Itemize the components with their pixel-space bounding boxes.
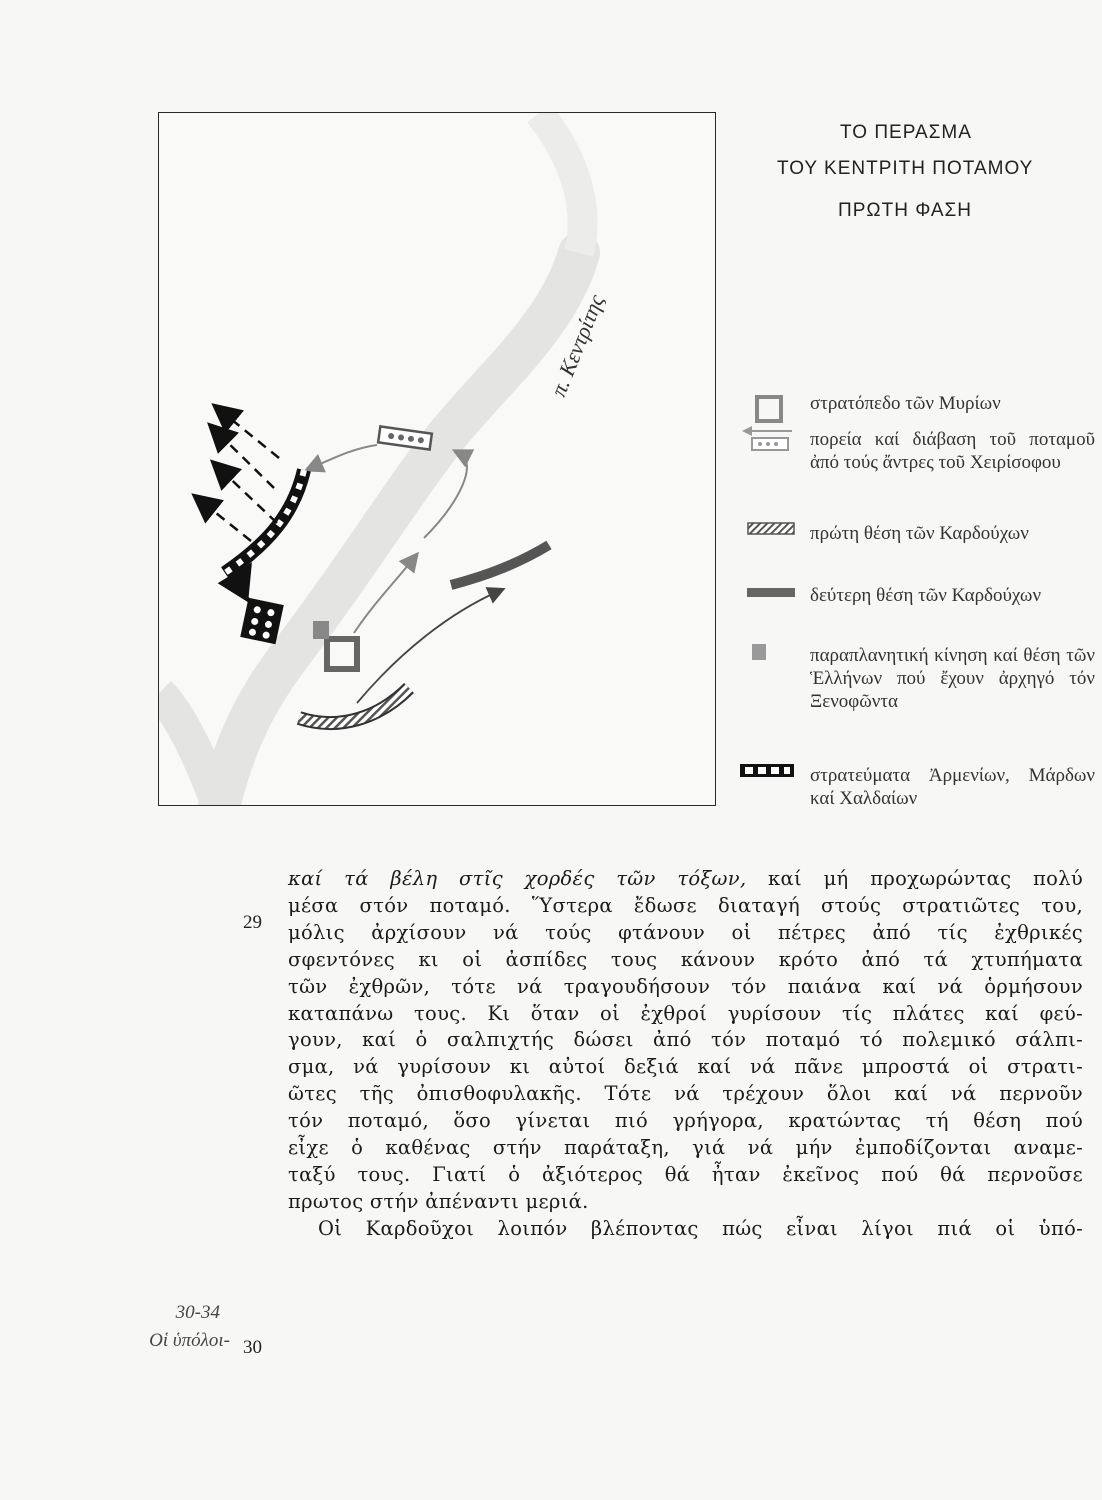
text-line: ῶτες τῆς ὀπισθοφυλακῆς. Τότε νά τρέχουν ὅλοι καί νά περνοῦν xyxy=(288,1082,1083,1106)
retreat-arrow-4 xyxy=(201,501,251,541)
margin-note-label: Οἱ ὑπόλοι- xyxy=(149,1330,230,1351)
map-drawing xyxy=(159,113,716,806)
legend-camp: στρατόπεδο τῶν Μυρίων xyxy=(810,393,1001,414)
retreat-arrow-2 xyxy=(216,431,274,488)
legend-first-position: πρώτη θέση τῶν Καρδούχων xyxy=(810,523,1029,544)
text-line: μέσα στόν ποταμό. Ὕστερα ἔδωσε διαταγή στούς στρατιῶτες του, xyxy=(288,893,1083,917)
camp-myrion-icon xyxy=(327,639,357,669)
text-line: σφεντόνες κι οἱ ἀσπίδες τους κάνουν κρότο ἀπό τά χτυπήματα xyxy=(288,947,1083,971)
body-text xyxy=(288,866,1083,1243)
square-outline-icon xyxy=(752,392,786,426)
margin-note-ref: 30-34 xyxy=(175,1302,220,1323)
map-title-line3: ΠΡΩΤΗ ΦΑΣΗ xyxy=(838,200,972,221)
text-line: γουν, καί ὁ σαλπιχτής δώσει ἀπό τόν ποταμό τό πολεμικό σάλπι- xyxy=(288,1028,1083,1052)
text-line: ταξύ τους. Γιατί ὁ ἀξιότερος θά ἦταν ἐκεῖνος πού θά περνοῦσε xyxy=(288,1162,1083,1186)
checkered-bar-icon xyxy=(740,764,794,778)
march-arrow-lower xyxy=(357,591,499,703)
text-line: πρωτος στήν ἀπέναντι μεριά. xyxy=(288,1189,589,1213)
cheirisophos-unit-icon xyxy=(378,426,432,449)
legend-decoy: παραπλανητική κίνηση καί θέση τῶν Ἑλλήνων πού ἔχουν ἀρχηγό τόν Ξενοφῶντα xyxy=(810,645,1095,712)
river-label: π. Κεντρίτης xyxy=(545,290,609,400)
text-line: τόν ποταμό, ὅσο γίνεται πιό γρήγορα, κρατώντας τή θέση πού xyxy=(288,1109,1083,1133)
text-line: τῶν ἐχθρῶν, τότε νά τραγουδήσουν τόν παιάνα καί νά ὁρμήσουν xyxy=(288,974,1083,998)
legend-allies: στρατεύματα Ἀρμενίων, Μάρδων καί Χαλδαίων xyxy=(810,765,1095,809)
faint-river-bank xyxy=(539,113,583,253)
line-number-30: 30 xyxy=(243,1337,262,1358)
map-title-line2: ΤΟΥ ΚΕΝΤΡΙΤΗ ΠΟΤΑΜΟΥ xyxy=(777,158,1034,179)
solid-bar-icon xyxy=(747,586,795,600)
text-line: Οἱ Καρδοῦχοι λοιπόν βλέποντας πώς εἶναι λίγοι πιά οἱ ὑπό- xyxy=(318,1216,1083,1240)
small-square-icon xyxy=(752,644,768,662)
text-line: εἶχε ὁ καθένας στήν παράταξη, γιά νά μήν ἐμποδίζονται αναμε- xyxy=(288,1136,1083,1160)
march-arrow-left xyxy=(311,445,377,468)
text-line: μόλις ἀρχίσουν νά τούς φτάνουν οἱ πέτρες ἀπό τίς ἐχθρικές xyxy=(288,920,1083,944)
line-number-29: 29 xyxy=(243,912,262,933)
kardouchoi-second-position xyxy=(451,545,549,585)
legend-march: πορεία καί διάβαση τοῦ ποταμοῦ ἀπό τούς ἄντρες τοῦ Χειρίσοφου xyxy=(810,429,1095,473)
map-title-line1: ΤΟ ΠΕΡΑΣΜΑ xyxy=(840,122,972,143)
retreat-arrow-3 xyxy=(221,411,279,458)
march-arrow-icon xyxy=(742,424,794,454)
decoy-position-icon xyxy=(313,621,329,639)
text-line: σμα, νά γυρίσουν κι αὐτοί δεξιά καί νά πᾶνε μπροστά οἱ στρατι- xyxy=(288,1055,1083,1079)
italic-phrase: καί τά βέλη στῖς χορδές τῶν τόξων, xyxy=(288,867,747,890)
text-line: καταπάνω τους. Κι ὅταν οἱ ἐχθροί γυρίσουν τίς πλάτες καί φεύ- xyxy=(288,1001,1083,1025)
legend-second-position: δεύτερη θέση τῶν Καρδούχων xyxy=(810,585,1042,606)
river-branch xyxy=(159,693,219,806)
hatched-bar-icon xyxy=(747,521,795,537)
battle-map xyxy=(158,112,716,806)
text-line: καί τά βέλη στῖς χορδές τῶν τόξων, καί μή προχωρώντας πολύ xyxy=(288,867,1083,890)
retreat-arrow-1 xyxy=(219,468,277,523)
